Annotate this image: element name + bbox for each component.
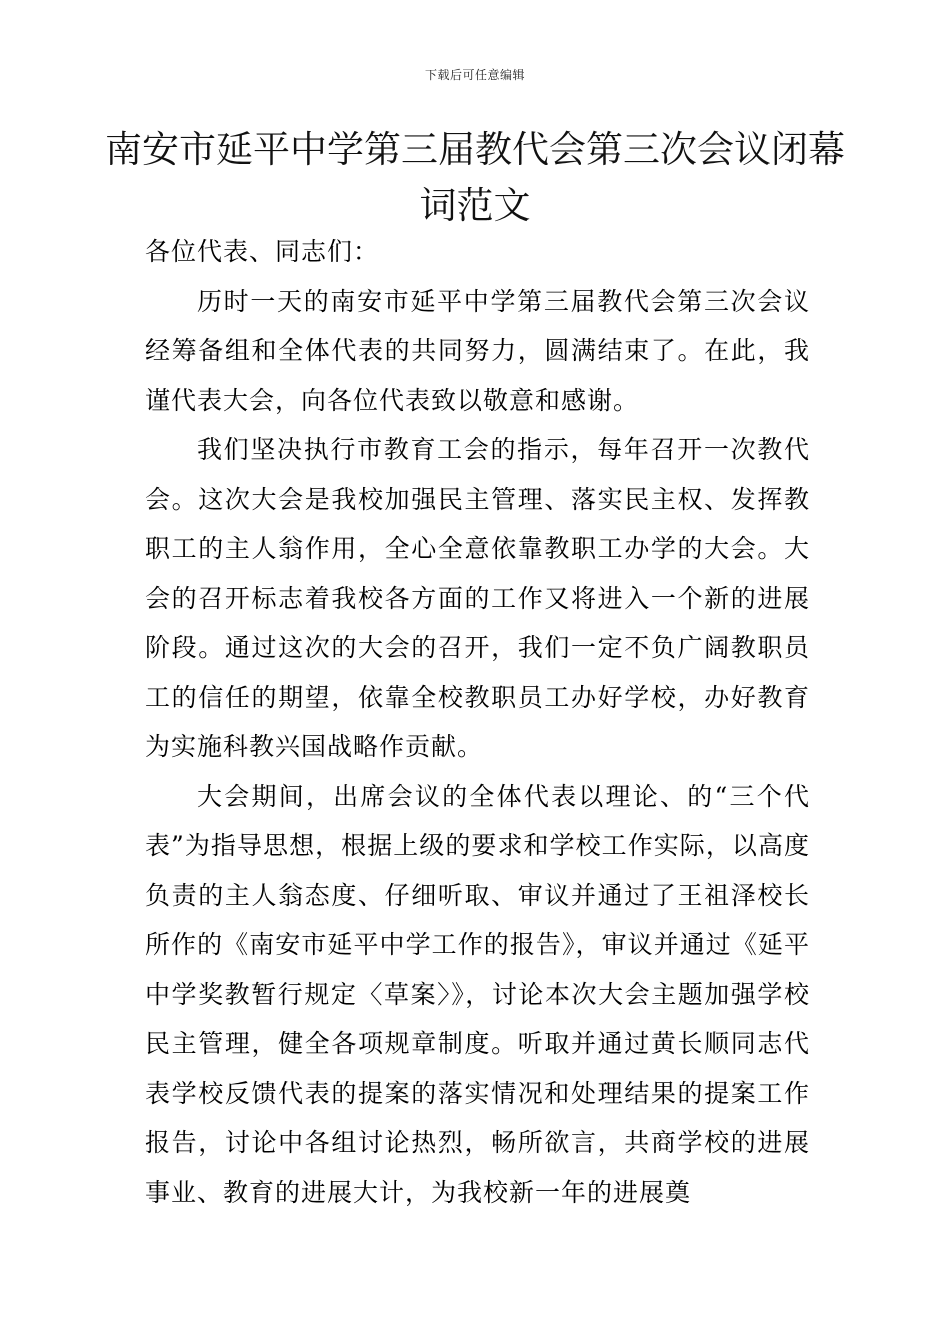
salutation: 各位代表、同志们： (145, 237, 380, 266)
header-note: 下载后可任意编辑 (424, 68, 525, 82)
document-title: 南安市延平中学第三届教代会第三次会议闭幕词范文 (105, 128, 845, 227)
paragraph-2: 我们坚决执行市教育工会的指示，每年召开一次教代会。这次大会是我校加强民主管理、落实民主权、发挥教职工的主人翁作用，全心全意依靠教职工办学的大会。大会的召开标志着我校各方面的工作又将进入一个新的进展阶段。通过这次的大会的召开，我们一定不负广阔教职员工的信任的期望，依靠全校教职员工办好学校，办好教育为实施科教兴国战略作贡献。 (145, 435, 810, 761)
paragraph-1: 历时一天的南安市延平中学第三届教代会第三次会议经筹备组和全体代表的共同努力，圆满结束了。在此，我谨代表大会，向各位代表致以敬意和感谢。 (145, 286, 810, 415)
paragraph-3: 大会期间，出席会议的全体代表以理论、的“三个代表”为指导思想，根据上级的要求和学校工作实际，以高度负责的主人翁态度、仔细听取、审议并通过了王祖泽校长所作的《南安市延平中学工作的报告》，审议并通过《延平中学奖教暂行规定〈草案〉》，讨论本次大会主题加强学校民主管理，健全各项规章制度。听取并通过黄长顺同志代表学校反馈代表的提案的落实情况和处理结果的提案工作报告，讨论中各组讨论热烈，畅所欲言，共商学校的进展事业、教育的进展大计，为我校新一年的进展奠 (145, 781, 810, 1207)
document-body (145, 227, 810, 1217)
